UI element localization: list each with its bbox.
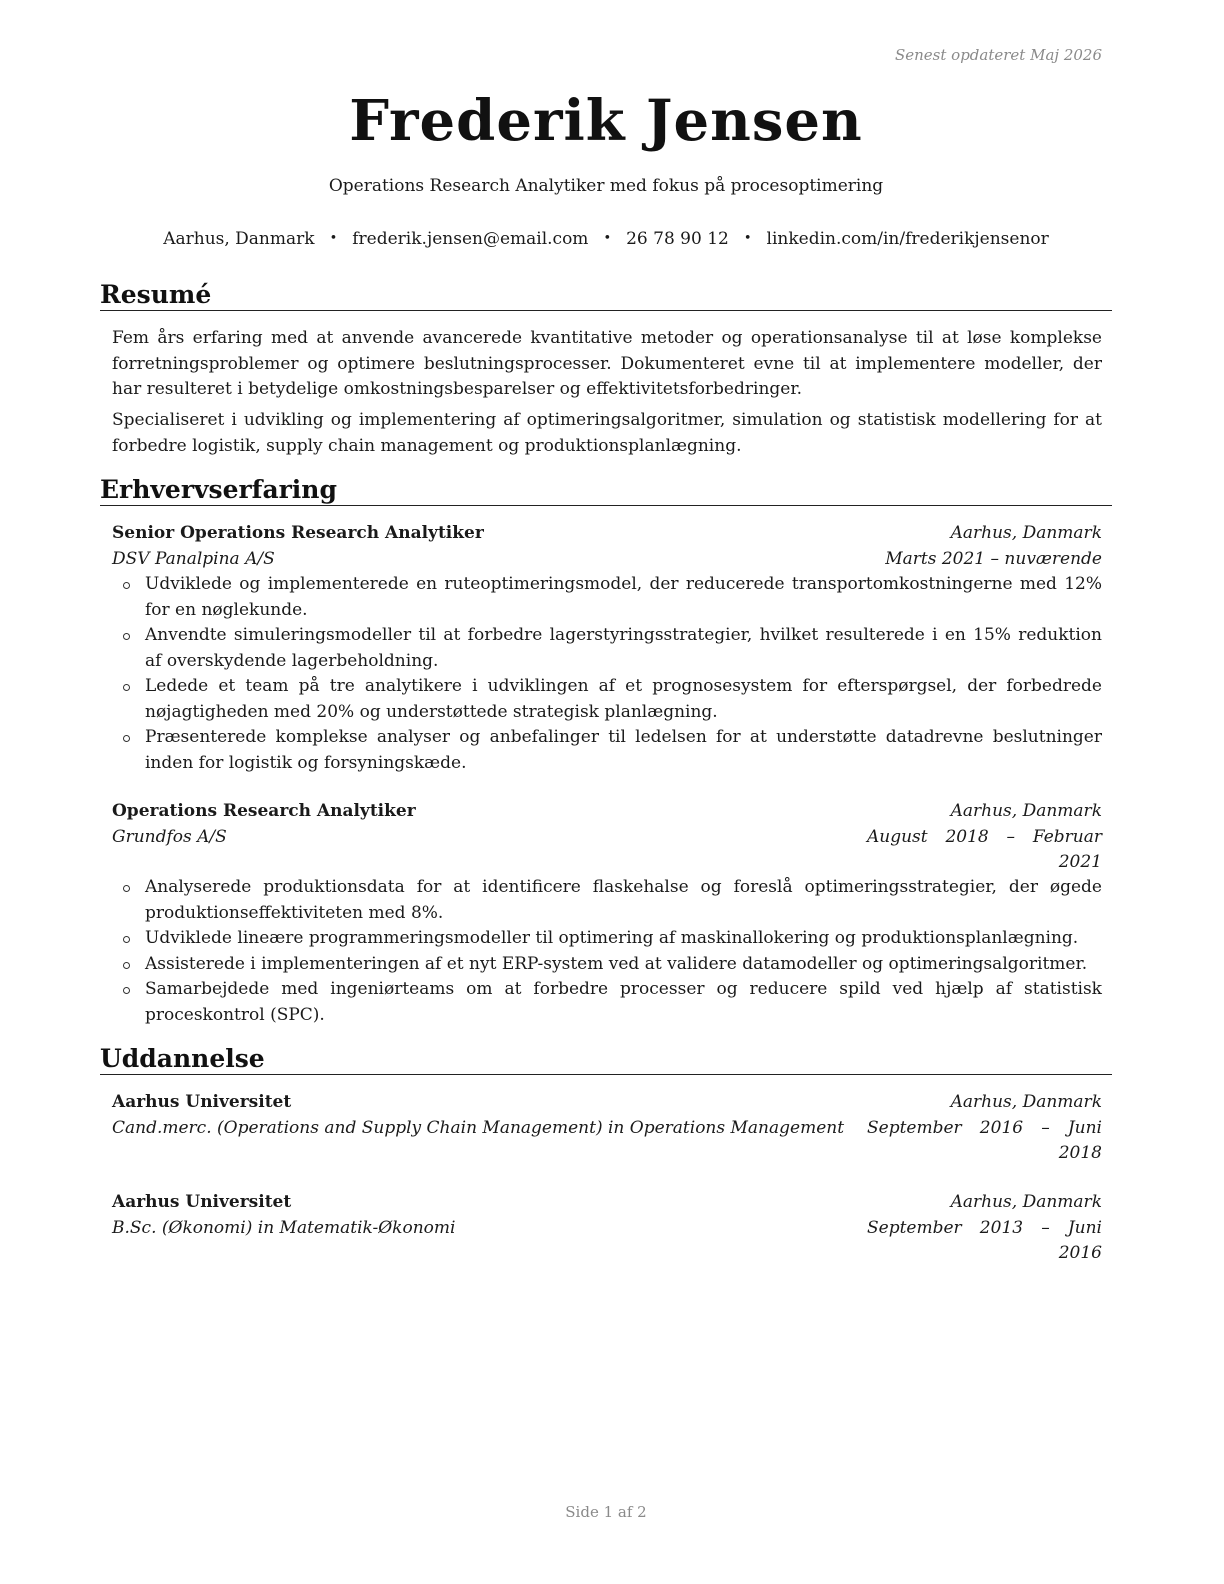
education-entry xyxy=(112,1190,1102,1267)
job-role: Operations Research Analytiker xyxy=(112,801,416,821)
contact-location: Aarhus, Danmark xyxy=(163,229,315,249)
contact-linkedin[interactable]: linkedin.com/in/frederikjensenor xyxy=(766,229,1049,249)
job-bullet: Præsenterede komplekse analyser og anbefalinger til ledelsen for at understøtte datadrevne beslutninger inden for logistik og forsyningskæde. xyxy=(112,725,1102,776)
education-location: Aarhus, Danmark xyxy=(950,1092,1102,1112)
job-bullet: Analyserede produktionsdata for at identificere flaskehalse og foreslå optimeringsstrategier, der øgede produktionseffektiviteten med 8%. xyxy=(112,875,1102,926)
section-title-education: Uddannelse xyxy=(100,1044,1112,1075)
job-company: DSV Panalpina A/S xyxy=(112,548,275,569)
contact-phone: 26 78 90 12 xyxy=(626,229,729,249)
job-bullet: Udviklede lineære programmeringsmodeller til optimering af maskinallokering og produktionsplanlægning. xyxy=(112,926,1102,952)
education-school: Aarhus Universitet xyxy=(112,1092,292,1112)
candidate-name: Frederik Jensen xyxy=(349,88,863,154)
job-bullet: Udviklede og implementerede en ruteoptimeringsmodel, der reducerede transportomkostningerne med 12% for en nøglekunde. xyxy=(112,572,1102,623)
education-dates: September 2016 – Juni 2018 xyxy=(867,1117,1102,1163)
bullet-separator: • xyxy=(329,231,338,246)
education-location: Aarhus, Danmark xyxy=(950,1192,1102,1212)
job-bullet: Anvendte simuleringsmodeller til at forbedre lagerstyringsstrategier, hvilket resulterede i en 15% reduktion af overskydende lagerbeholdning. xyxy=(112,623,1102,674)
job-header xyxy=(112,799,1102,876)
education-entry xyxy=(112,1090,1102,1167)
contact-email[interactable]: frederik.jensen@email.com xyxy=(352,229,589,249)
job-dates: August 2018 – Februar 2021 xyxy=(867,826,1102,872)
summary-paragraph: Specialiseret i udvikling og implementering af optimeringsalgoritmer, simulation og statistisk modellering for at forbedre logistik, supply chain management og produktionsplanlægning. xyxy=(112,410,1102,456)
job-location: Aarhus, Danmark xyxy=(950,801,1102,821)
page-number: Side 1 af 2 xyxy=(565,1503,647,1521)
resume-page xyxy=(100,0,1112,1584)
education-degree: B.Sc. (Økonomi) in Matematik-Økonomi xyxy=(112,1217,456,1238)
job-bullet-list xyxy=(112,875,1102,1028)
bullet-separator: • xyxy=(743,231,752,246)
job-bullet: Assisterede i implementeringen af et nyt ERP-system ved at validere datamodeller og optimeringsalgoritmer. xyxy=(112,952,1102,978)
summary-paragraph: Fem års erfaring med at anvende avancerede kvantitative metoder og operationsanalyse til at løse komplekse forretningsproblemer og optimere beslutningsprocesser. Dokumenteret evne til at implementere modeller, der har resulteret i betydelige omkostningsbesparelser og effektivitetsforbedringer. xyxy=(112,328,1102,399)
job-role: Senior Operations Research Analytiker xyxy=(112,523,484,543)
education-degree: Cand.merc. (Operations and Supply Chain Management) in Operations Management xyxy=(112,1117,845,1138)
job-dates: Marts 2021 – nuværende xyxy=(885,548,1102,569)
job-bullet: Samarbejdede med ingeniørteams om at forbedre processer og reducere spild ved hjælp af statistisk proceskontrol (SPC). xyxy=(112,977,1102,1028)
job-bullet-list xyxy=(112,572,1102,776)
education-dates: September 2013 – Juni 2016 xyxy=(867,1217,1102,1263)
section-title-summary: Resumé xyxy=(100,280,1112,311)
tagline: Operations Research Analytiker med fokus på procesoptimering xyxy=(328,176,884,196)
job-location: Aarhus, Danmark xyxy=(950,523,1102,543)
last-updated: Senest opdateret Maj 2026 xyxy=(894,46,1102,64)
job-bullet: Ledede et team på tre analytikere i udviklingen af et prognosesystem for efterspørgsel, der forbedrede nøjagtigheden med 20% og understøttede strategisk planlægning. xyxy=(112,674,1102,725)
education-school: Aarhus Universitet xyxy=(112,1192,292,1212)
bullet-separator: • xyxy=(603,231,612,246)
job-header xyxy=(112,521,1102,572)
section-title-experience: Erhvervserfaring xyxy=(100,475,1112,506)
contact-line xyxy=(100,229,1112,249)
job-company: Grundfos A/S xyxy=(112,826,227,847)
